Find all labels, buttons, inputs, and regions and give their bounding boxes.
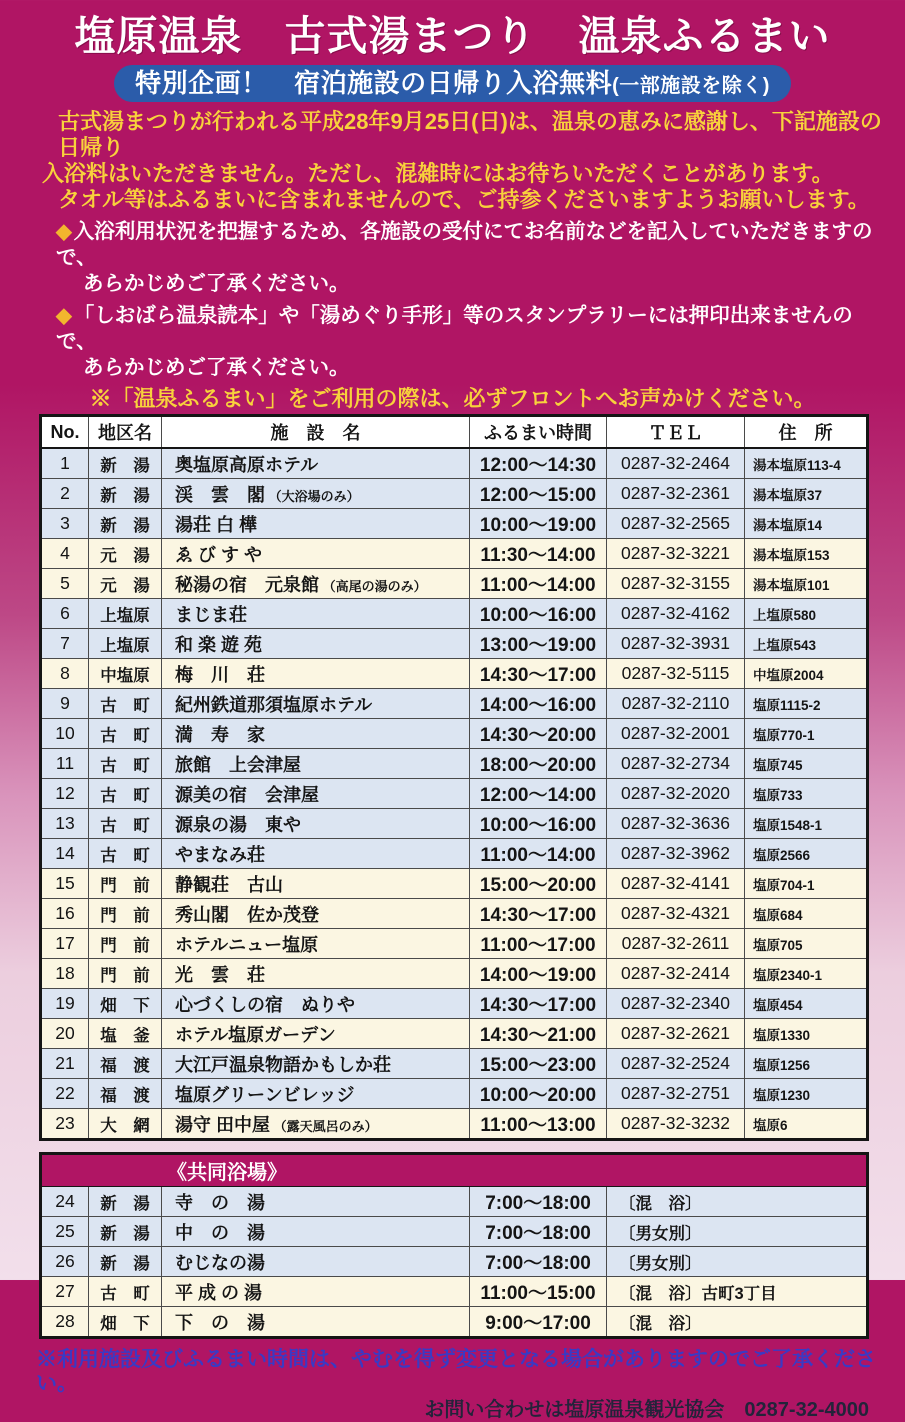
no-cell: 1 [41, 448, 89, 479]
facility-name-cell: 和 楽 遊 苑 [162, 629, 470, 659]
time-cell: 12:00～14:00 [470, 779, 607, 809]
no-cell: 2 [41, 479, 89, 509]
table-row [41, 839, 868, 869]
table-row [41, 809, 868, 839]
bath-name-cell: むじなの湯 [162, 1247, 470, 1277]
no-cell: 19 [41, 989, 89, 1019]
time-cell: 14:30～17:00 [470, 659, 607, 689]
col-header-tel: ＴＥＬ [607, 416, 745, 449]
tel-cell: 0287-32-2751 [607, 1079, 745, 1109]
tel-cell: 0287-32-2110 [607, 689, 745, 719]
col-header-district: 地区名 [89, 416, 162, 449]
time-cell: 10:00～19:00 [470, 509, 607, 539]
district-cell: 古 町 [89, 1277, 162, 1307]
address-cell: 上塩原580 [745, 599, 868, 629]
facility-name-cell: 秘湯の宿 元泉館 （高尾の湯のみ） [162, 569, 470, 599]
address-cell: 上塩原543 [745, 629, 868, 659]
time-cell: 14:00～19:00 [470, 959, 607, 989]
remark-cell: 〔男女別〕 [607, 1247, 868, 1277]
no-cell: 12 [41, 779, 89, 809]
banner-main-text: 特別企画！ 宿泊施設の日帰り入浴無料 [135, 68, 613, 98]
district-cell: 畑 下 [89, 989, 162, 1019]
district-cell: 上塩原 [89, 599, 162, 629]
address-cell: 塩原1548-1 [745, 809, 868, 839]
address-cell: 湯本塩原14 [745, 509, 868, 539]
time-cell: 11:00～17:00 [470, 929, 607, 959]
table-row [41, 479, 868, 509]
footer-disclaimer: ※利用施設及びふるまい時間は、やむを得ず変更となる場合がありますのでご了承ください。 [36, 1348, 876, 1395]
facility-name-cell: 秀山閣 佐か茂登 [162, 899, 470, 929]
facility-name-cell: 湯守 田中屋 （露天風呂のみ） [162, 1109, 470, 1140]
intro-line-2: 入浴料はいただきません。ただし、混雑時にはお待ちいただくことがあります。 [42, 161, 834, 186]
facility-name-cell: 大江戸温泉物語かもしか荘 [162, 1049, 470, 1079]
table-row [41, 1307, 868, 1338]
facility-name-cell: 湯荘 白 樺 [162, 509, 470, 539]
district-cell: 福 渡 [89, 1049, 162, 1079]
facility-table-header-row [41, 416, 868, 449]
bullet-list [56, 219, 876, 381]
table-row [41, 448, 868, 479]
district-cell: 畑 下 [89, 1307, 162, 1338]
time-cell: 7:00～18:00 [470, 1247, 607, 1277]
no-cell: 7 [41, 629, 89, 659]
address-cell: 塩原2340-1 [745, 959, 868, 989]
tel-cell: 0287-32-2340 [607, 989, 745, 1019]
no-cell: 5 [41, 569, 89, 599]
no-cell: 16 [41, 899, 89, 929]
no-cell: 8 [41, 659, 89, 689]
district-cell: 新 湯 [89, 1217, 162, 1247]
time-cell: 11:00～15:00 [470, 1277, 607, 1307]
table-row [41, 509, 868, 539]
table-row [41, 1079, 868, 1109]
address-cell: 塩原705 [745, 929, 868, 959]
facility-note: （高尾の湯のみ） [319, 578, 427, 594]
district-cell: 中塩原 [89, 659, 162, 689]
front-desk-notice: ※「温泉ふるまい」をご利用の際は、必ずフロントへお声かけください。 [89, 386, 816, 411]
facility-note: （大浴場のみ） [265, 488, 360, 504]
facility-name-cell: 心づくしの宿 ぬりや [162, 989, 470, 1019]
table-row [41, 779, 868, 809]
col-header-time: ふるまい時間 [470, 416, 607, 449]
address-cell: 湯本塩原113-4 [745, 448, 868, 479]
remark-cell: 〔混 浴〕 [607, 1187, 868, 1217]
time-cell: 7:00～18:00 [470, 1217, 607, 1247]
no-cell: 25 [41, 1217, 89, 1247]
bullet-1-text: 入浴利用状況を把握するため、各施設の受付にてお名前などを記入していただきますので、 [56, 220, 873, 269]
facility-name-cell: やまなみ荘 [162, 839, 470, 869]
time-cell: 14:00～16:00 [470, 689, 607, 719]
diamond-icon: ◆ [56, 220, 72, 243]
no-cell: 10 [41, 719, 89, 749]
table-row [41, 1247, 868, 1277]
facility-name-cell: 紀州鉄道那須塩原ホテル [162, 689, 470, 719]
time-cell: 11:30～14:00 [470, 539, 607, 569]
no-cell: 21 [41, 1049, 89, 1079]
facility-name-cell: 満 寿 家 [162, 719, 470, 749]
district-cell: 門 前 [89, 929, 162, 959]
no-cell: 18 [41, 959, 89, 989]
bullet-item-2 [56, 303, 876, 381]
facility-name-cell: ゑ び す や [162, 539, 470, 569]
bullet-2-text: 「しおばら温泉読本」や「湯めぐり手形」等のスタンプラリーには押印出来ませんので、 [56, 304, 853, 353]
col-header-facility: 施 設 名 [162, 416, 470, 449]
table-row [41, 629, 868, 659]
tel-cell: 0287-32-2565 [607, 509, 745, 539]
facility-name-cell: 渓 雲 閣 （大浴場のみ） [162, 479, 470, 509]
col-header-no: No. [41, 416, 89, 449]
address-cell: 塩原1115-2 [745, 689, 868, 719]
table-row [41, 539, 868, 569]
time-cell: 10:00～16:00 [470, 599, 607, 629]
bullet-2-line-1 [56, 303, 876, 355]
facility-name-cell: 静観荘 古山 [162, 869, 470, 899]
table-row [41, 569, 868, 599]
address-cell: 塩原770-1 [745, 719, 868, 749]
no-cell: 13 [41, 809, 89, 839]
time-cell: 11:00～14:00 [470, 839, 607, 869]
intro-line-3: タオル等はふるまいに含まれませんので、ご持参くださいますようお願いします。 [58, 187, 870, 212]
no-cell: 28 [41, 1307, 89, 1338]
no-cell: 9 [41, 689, 89, 719]
time-cell: 15:00～23:00 [470, 1049, 607, 1079]
table-row [41, 1217, 868, 1247]
bath-name-cell: 寺 の 湯 [162, 1187, 470, 1217]
col-header-address: 住 所 [745, 416, 868, 449]
table-row [41, 929, 868, 959]
time-cell: 7:00～18:00 [470, 1187, 607, 1217]
facility-name-cell: ホテルニュー塩原 [162, 929, 470, 959]
no-cell: 23 [41, 1109, 89, 1140]
diamond-icon: ◆ [56, 304, 72, 327]
district-cell: 上塩原 [89, 629, 162, 659]
bullet-2-line-2: あらかじめご了承ください。 [83, 356, 350, 379]
address-cell: 中塩原2004 [745, 659, 868, 689]
facility-note: （露天風呂のみ） [270, 1118, 378, 1134]
district-cell: 古 町 [89, 809, 162, 839]
address-cell: 塩原6 [745, 1109, 868, 1140]
bath-name-cell: 中 の 湯 [162, 1217, 470, 1247]
address-cell: 湯本塩原101 [745, 569, 868, 599]
time-cell: 14:30～17:00 [470, 899, 607, 929]
table-row [41, 869, 868, 899]
tel-cell: 0287-32-2020 [607, 779, 745, 809]
communal-bath-band [41, 1154, 868, 1187]
no-cell: 22 [41, 1079, 89, 1109]
table-row [41, 1109, 868, 1140]
time-cell: 11:00～13:00 [470, 1109, 607, 1140]
table-row [41, 599, 868, 629]
time-cell: 9:00～17:00 [470, 1307, 607, 1338]
time-cell: 14:30～17:00 [470, 989, 607, 1019]
district-cell: 門 前 [89, 959, 162, 989]
district-cell: 門 前 [89, 899, 162, 929]
table-row [41, 899, 868, 929]
address-cell: 塩原454 [745, 989, 868, 1019]
tel-cell: 0287-32-3221 [607, 539, 745, 569]
address-cell: 湯本塩原37 [745, 479, 868, 509]
no-cell: 4 [41, 539, 89, 569]
address-cell: 塩原2566 [745, 839, 868, 869]
communal-bath-table [39, 1152, 869, 1339]
time-cell: 12:00～14:30 [470, 448, 607, 479]
district-cell: 元 湯 [89, 569, 162, 599]
district-cell: 新 湯 [89, 1187, 162, 1217]
bullet-1-line-1 [56, 219, 876, 271]
address-cell: 塩原1330 [745, 1019, 868, 1049]
facility-name-cell: ホテル塩原ガーデン [162, 1019, 470, 1049]
table-row [41, 989, 868, 1019]
facility-name-cell: 光 雲 荘 [162, 959, 470, 989]
facility-name-cell: 旅館 上会津屋 [162, 749, 470, 779]
tel-cell: 0287-32-3962 [607, 839, 745, 869]
table-row [41, 1049, 868, 1079]
address-cell: 塩原733 [745, 779, 868, 809]
table-row [41, 719, 868, 749]
no-cell: 11 [41, 749, 89, 779]
address-cell: 塩原684 [745, 899, 868, 929]
tel-cell: 0287-32-4162 [607, 599, 745, 629]
district-cell: 大 網 [89, 1109, 162, 1140]
remark-cell: 〔混 浴〕 [607, 1307, 868, 1338]
facility-name-cell: 梅 川 荘 [162, 659, 470, 689]
no-cell: 14 [41, 839, 89, 869]
time-cell: 11:00～14:00 [470, 569, 607, 599]
district-cell: 古 町 [89, 749, 162, 779]
district-cell: 新 湯 [89, 1247, 162, 1277]
time-cell: 10:00～16:00 [470, 809, 607, 839]
facility-name-cell: 源美の宿 会津屋 [162, 779, 470, 809]
remark-cell: 〔男女別〕 [607, 1217, 868, 1247]
tel-cell: 0287-32-2611 [607, 929, 745, 959]
tel-cell: 0287-32-2361 [607, 479, 745, 509]
table-row [41, 659, 868, 689]
table-row [41, 959, 868, 989]
district-cell: 門 前 [89, 869, 162, 899]
footer-contact: お問い合わせは塩原温泉観光協会 0287-32-4000 [424, 1399, 869, 1421]
time-cell: 12:00～15:00 [470, 479, 607, 509]
no-cell: 15 [41, 869, 89, 899]
intro-paragraph [42, 109, 887, 213]
no-cell: 3 [41, 509, 89, 539]
district-cell: 新 湯 [89, 448, 162, 479]
district-cell: 古 町 [89, 839, 162, 869]
facility-name-cell: 源泉の湯 東や [162, 809, 470, 839]
no-cell: 26 [41, 1247, 89, 1277]
tel-cell: 0287-32-2734 [607, 749, 745, 779]
address-cell: 塩原1256 [745, 1049, 868, 1079]
time-cell: 14:30～20:00 [470, 719, 607, 749]
page-title: 塩原温泉 古式湯まつり 温泉ふるまい [74, 13, 831, 59]
table-row [41, 689, 868, 719]
facility-name-cell: 塩原グリーンビレッジ [162, 1079, 470, 1109]
tel-cell: 0287-32-2001 [607, 719, 745, 749]
special-plan-banner [114, 65, 791, 102]
district-cell: 古 町 [89, 719, 162, 749]
bath-name-cell: 平 成 の 湯 [162, 1277, 470, 1307]
address-cell: 塩原745 [745, 749, 868, 779]
intro-line-1: 古式湯まつりが行われる平成28年9月25日(日)は、温泉の恵みに感謝し、下記施設の日帰り [58, 109, 882, 160]
tel-cell: 0287-32-3636 [607, 809, 745, 839]
facility-name-cell: 奥塩原高原ホテル [162, 448, 470, 479]
facility-name-cell: まじま荘 [162, 599, 470, 629]
address-cell: 塩原704-1 [745, 869, 868, 899]
tel-cell: 0287-32-4321 [607, 899, 745, 929]
district-cell: 古 町 [89, 689, 162, 719]
time-cell: 13:00～19:00 [470, 629, 607, 659]
no-cell: 6 [41, 599, 89, 629]
time-cell: 14:30～21:00 [470, 1019, 607, 1049]
address-cell: 湯本塩原153 [745, 539, 868, 569]
district-cell: 福 渡 [89, 1079, 162, 1109]
district-cell: 新 湯 [89, 479, 162, 509]
address-cell: 塩原1230 [745, 1079, 868, 1109]
tel-cell: 0287-32-3155 [607, 569, 745, 599]
tel-cell: 0287-32-5115 [607, 659, 745, 689]
banner-small-text: (一部施設を除く) [612, 75, 770, 97]
no-cell: 27 [41, 1277, 89, 1307]
district-cell: 元 湯 [89, 539, 162, 569]
district-cell: 塩 釜 [89, 1019, 162, 1049]
time-cell: 18:00～20:00 [470, 749, 607, 779]
no-cell: 24 [41, 1187, 89, 1217]
tel-cell: 0287-32-4141 [607, 869, 745, 899]
table-row [41, 1187, 868, 1217]
table-row [41, 749, 868, 779]
facility-table [39, 414, 869, 1141]
tel-cell: 0287-32-2524 [607, 1049, 745, 1079]
table-row [41, 1277, 868, 1307]
district-cell: 新 湯 [89, 509, 162, 539]
table-row [41, 1019, 868, 1049]
communal-bath-title: 《共同浴場》 [41, 1154, 868, 1187]
no-cell: 20 [41, 1019, 89, 1049]
bullet-1-line-2: あらかじめご了承ください。 [83, 272, 350, 295]
tel-cell: 0287-32-3232 [607, 1109, 745, 1140]
time-cell: 15:00～20:00 [470, 869, 607, 899]
tel-cell: 0287-32-2621 [607, 1019, 745, 1049]
no-cell: 17 [41, 929, 89, 959]
bath-name-cell: 下 の 湯 [162, 1307, 470, 1338]
time-cell: 10:00～20:00 [470, 1079, 607, 1109]
district-cell: 古 町 [89, 779, 162, 809]
bullet-item-1 [56, 219, 876, 297]
tel-cell: 0287-32-3931 [607, 629, 745, 659]
tel-cell: 0287-32-2414 [607, 959, 745, 989]
remark-cell: 〔混 浴〕古町3丁目 [607, 1277, 868, 1307]
tel-cell: 0287-32-2464 [607, 448, 745, 479]
